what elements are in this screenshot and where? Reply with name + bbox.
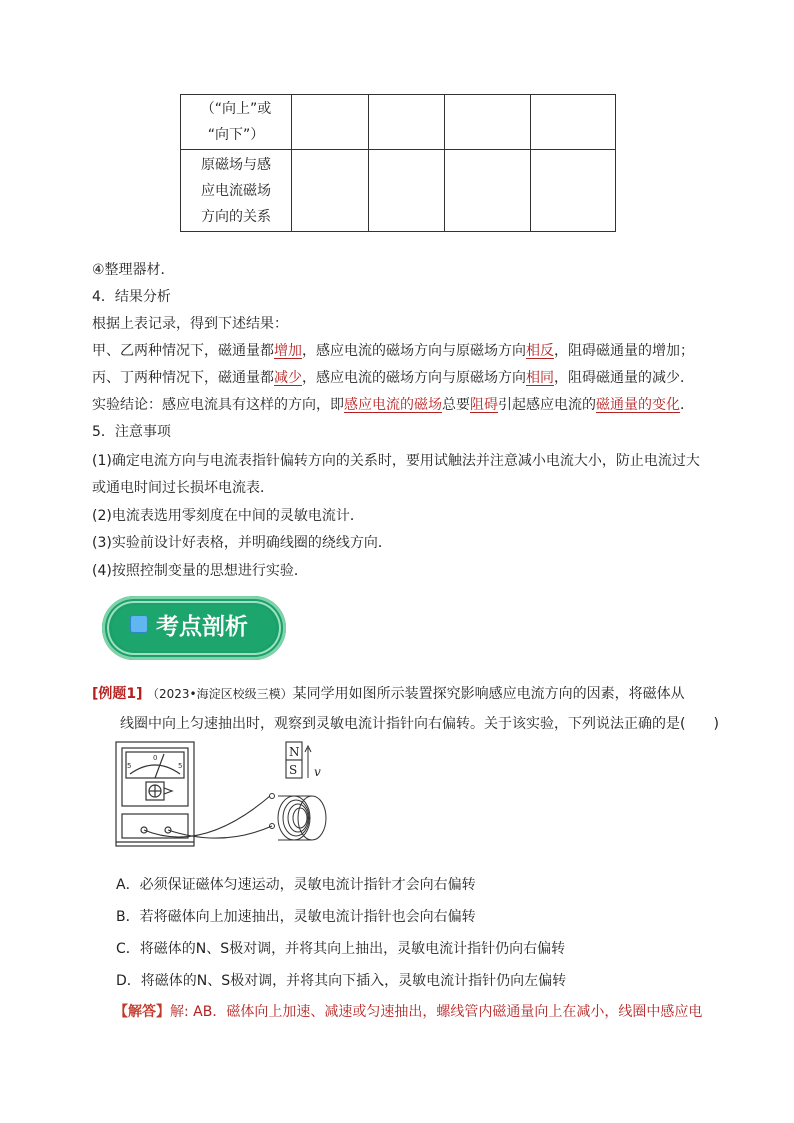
scale-right-label: 5 (178, 762, 183, 770)
option-c[interactable]: C．将磁体的N、S极对调，并将其向上抽出，灵敏电流计指针仍向右偏转 (116, 941, 566, 957)
table-cell (369, 95, 445, 150)
table-cell (445, 150, 531, 232)
option-a[interactable]: A．必须保证磁体匀速运动，灵敏电流计指针才会向右偏转 (116, 877, 476, 893)
answer-fill: 感应电流的磁场 (344, 397, 442, 413)
record-table (180, 94, 616, 232)
answer-fill: 磁通量的变化 (596, 397, 680, 413)
solenoid-coil (270, 794, 327, 841)
table-cell (531, 95, 616, 150)
answer-fill: 减少 (274, 370, 302, 386)
text-span: 总要 (442, 397, 470, 413)
text-span: ，感应电流的磁场方向与原磁场方向 (302, 343, 526, 359)
bar-magnet (286, 742, 302, 778)
option-b[interactable]: B．若将磁体向上加速抽出，灵敏电流计指针也会向右偏转 (116, 909, 476, 925)
table-row-label-direction (181, 95, 292, 150)
note-1b: 或通电时间过长损坏电流表． (92, 480, 274, 496)
step-4: ④整理器材． (92, 262, 175, 278)
example-text: 某同学用如图所示装置探究影响感应电流方向的因素，将磁体从 (292, 686, 685, 702)
text-span: 丙、丁两种情况下，磁通量都 (92, 370, 274, 386)
text-span: 实验结论：感应电流具有这样的方向，即 (92, 397, 344, 413)
note-1a: (1)确定电流方向与电流表指针偏转方向的关系时，要用试触法并注意减小电流大小，防止电流过大 (92, 453, 700, 469)
table-cell (445, 95, 531, 150)
wire-1 (144, 796, 270, 837)
velocity-label: v (314, 765, 321, 779)
note-3: (3)实验前设计好表格，并明确线圈的绕线方向． (92, 535, 392, 551)
answer-fill: 相反 (526, 343, 554, 359)
section-badge (102, 596, 286, 660)
section-5-title: 5．注意事项 (92, 424, 171, 440)
scale-mid-label: 0 (153, 754, 158, 762)
table-row-label-relation (181, 150, 292, 232)
text-span: ． (680, 397, 694, 413)
table-cell (369, 150, 445, 232)
experiment-figure (112, 738, 342, 858)
conclusion-line (92, 395, 694, 415)
text-span: ，阻碍磁通量的增加； (554, 343, 694, 359)
scale-left-label: 5 (127, 762, 132, 770)
text-span: 引起感应电流的 (498, 397, 596, 413)
velocity-arrow (305, 746, 311, 778)
intro-text: 根据上表记录，得到下述结果： (92, 316, 288, 332)
note-4: (4)按照控制变量的思想进行实验． (92, 563, 308, 579)
table-label-line: （“向上”或 (200, 101, 272, 117)
example-source: （2023•海淀区校级三模） (147, 687, 293, 701)
magnet-s-label: S (289, 763, 298, 777)
example-line-1 (92, 683, 685, 703)
table-cell (292, 95, 369, 150)
example-line-2: 线圈中向上匀速抽出时，观察到灵敏电流计指针向右偏转。关于该实验，下列说法正确的是( ) (120, 716, 719, 732)
text-span: 甲、乙两种情况下，磁通量都 (92, 343, 274, 359)
option-d[interactable]: D．将磁体的N、S极对调，并将其向下插入，灵敏电流计指针仍向左偏转 (116, 973, 567, 989)
example-tag: [例题1] (92, 686, 143, 702)
magnet-n-label: N (289, 745, 300, 759)
search-icon (130, 615, 148, 633)
table-cell (531, 150, 616, 232)
badge-title: 考点剖析 (156, 614, 248, 640)
answer-text: 解: AB．磁体向上加速、减速或匀速抽出，螺线管内磁通量向上在减小，线圈中感应电 (170, 1004, 703, 1020)
result-line-1 (92, 341, 694, 361)
note-2: (2)电流表选用零刻度在中间的灵敏电流计． (92, 508, 364, 524)
section-4-title: 4．结果分析 (92, 289, 171, 305)
table-label-line: 方向的关系 (201, 208, 271, 225)
text-span: ，阻碍磁通量的减少． (554, 370, 694, 386)
answer-fill: 增加 (274, 343, 302, 359)
text-span: ，感应电流的磁场方向与原磁场方向 (302, 370, 526, 386)
answer-tag: 【解答】 (114, 1004, 170, 1020)
table-cell (292, 150, 369, 232)
answer-fill: 相同 (526, 370, 554, 386)
table-label-line: 原磁场与感 (201, 156, 271, 173)
answer-line (114, 1001, 702, 1021)
table-label-line: 应电流磁场 (201, 182, 271, 199)
table-label-line: “向下”） (207, 127, 265, 143)
answer-fill: 阻碍 (470, 397, 498, 413)
result-line-2 (92, 368, 694, 388)
